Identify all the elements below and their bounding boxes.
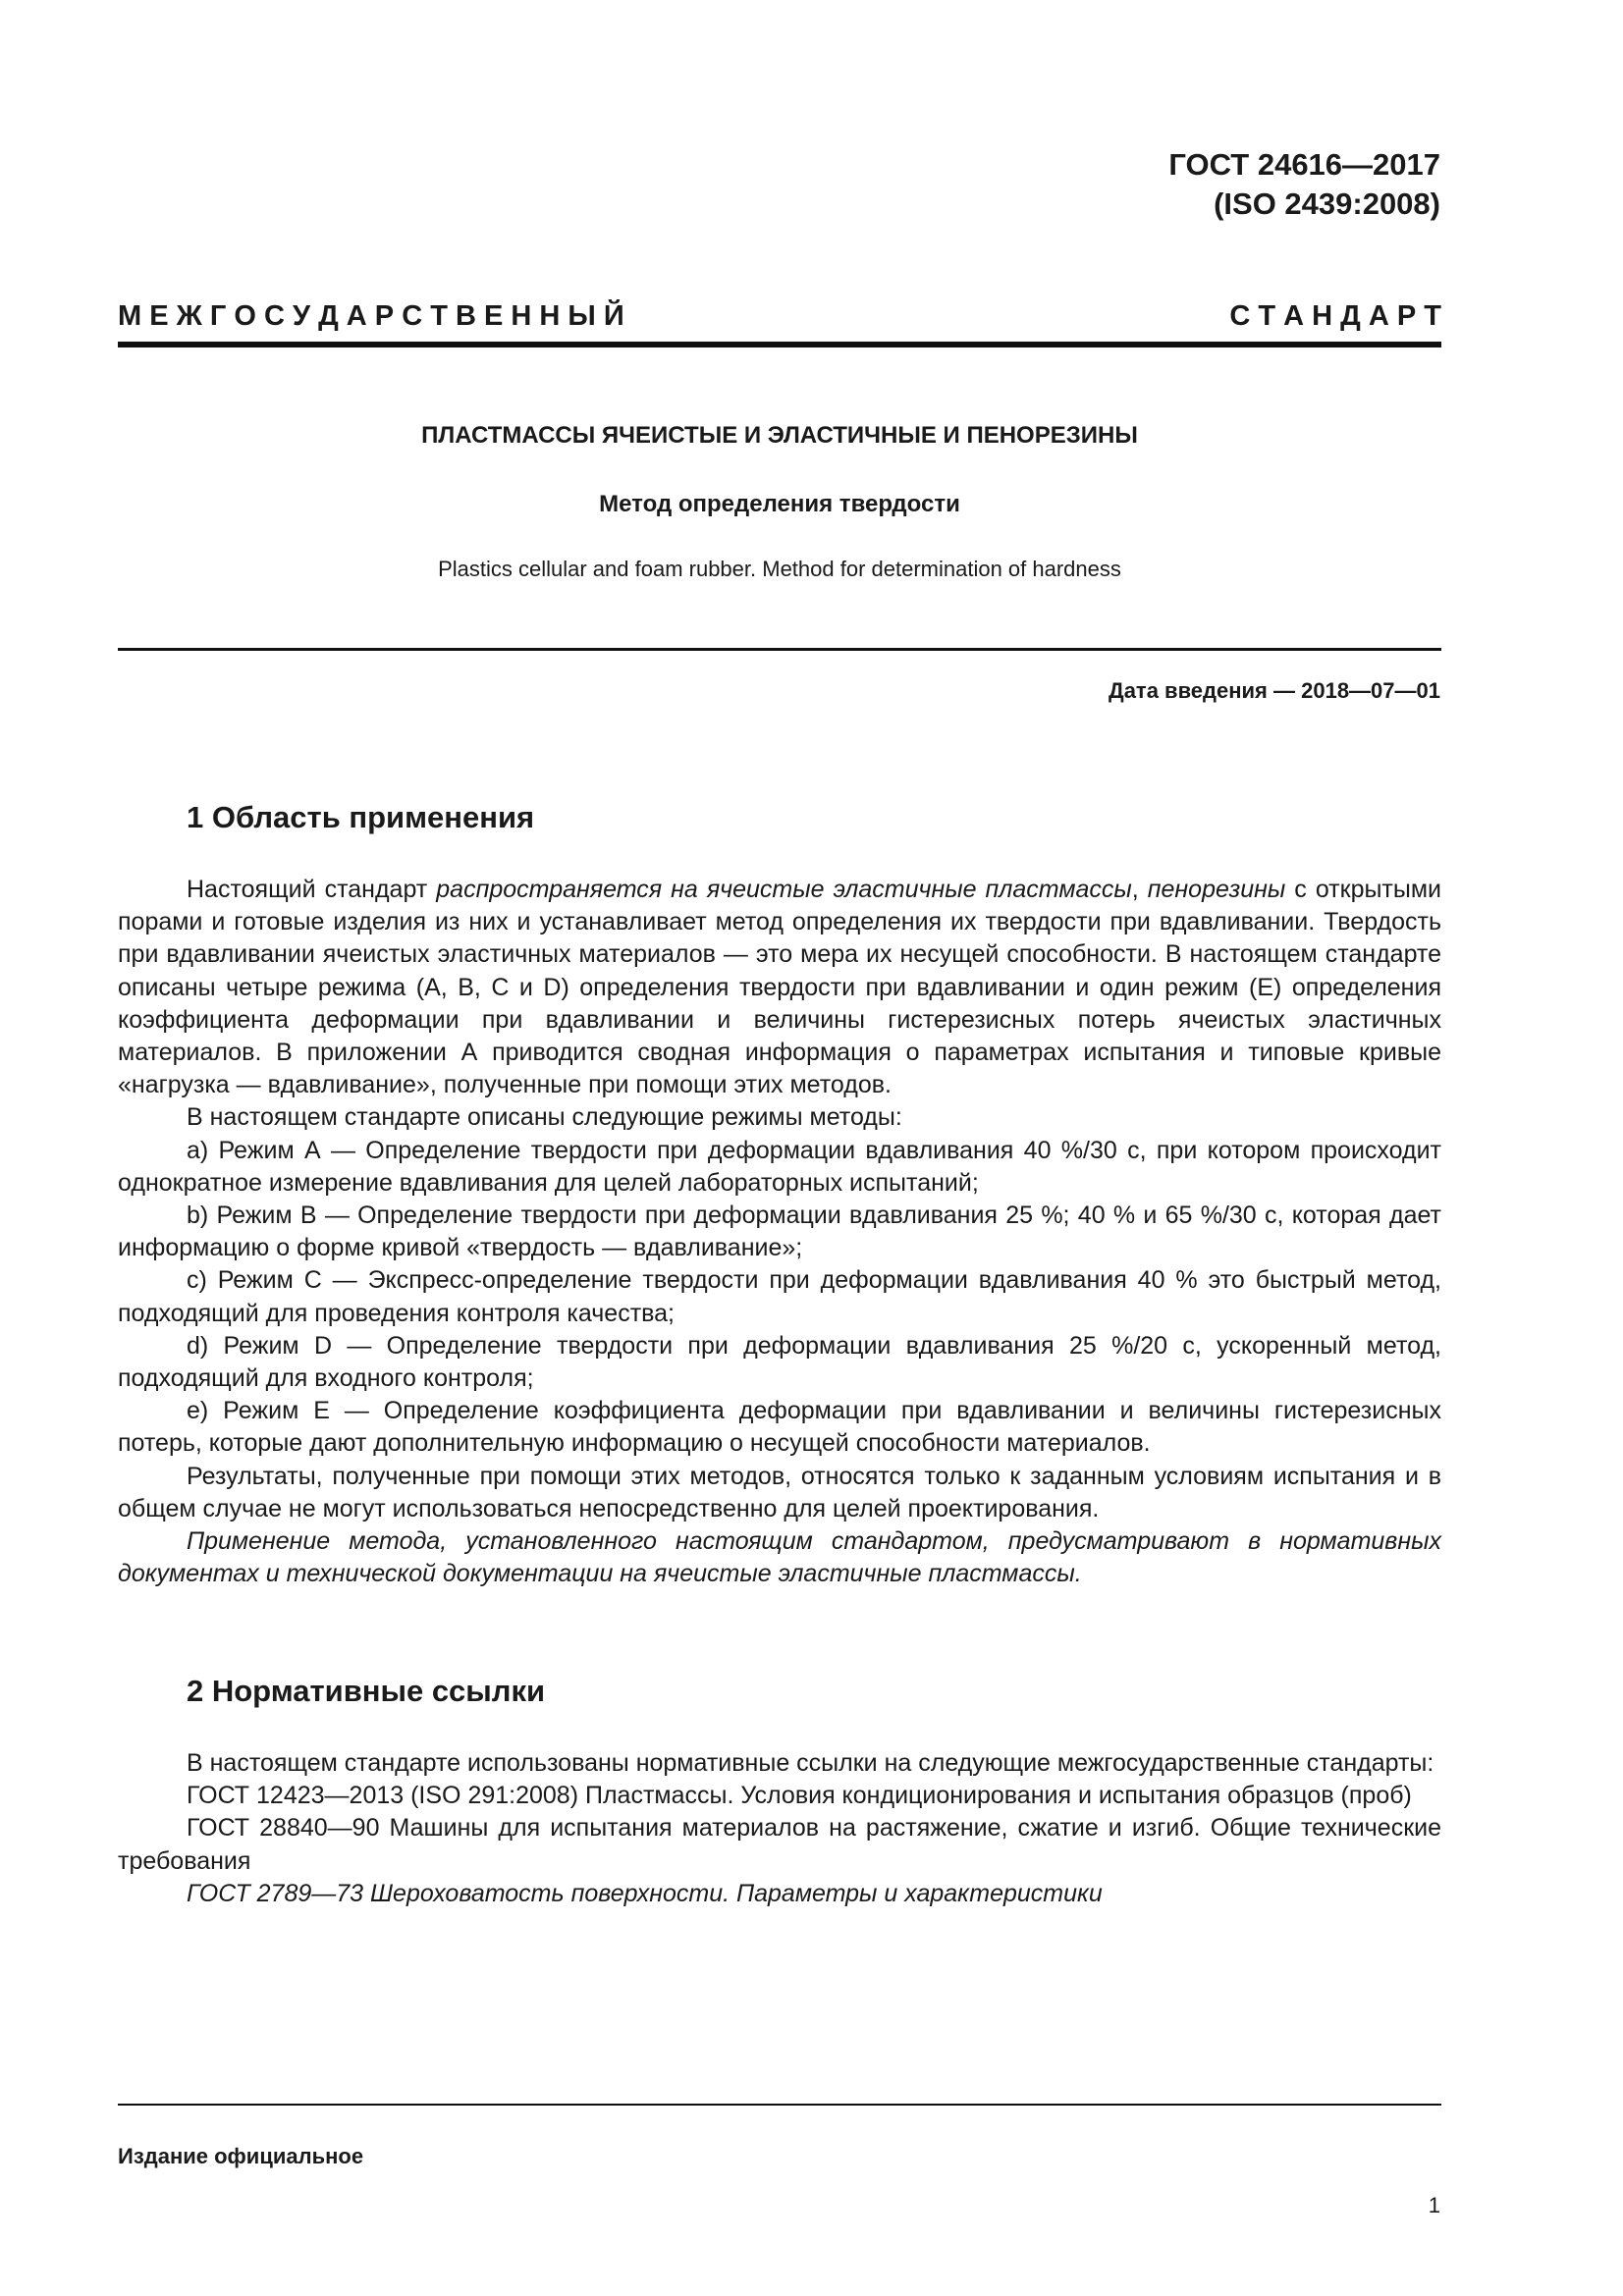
english-title: Plastics cellular and foam rubber. Method for determination of hardness bbox=[438, 557, 1121, 581]
section-2-heading: 2 Нормативные ссылки bbox=[187, 1674, 546, 1708]
document-title: ПЛАСТМАССЫ ЯЧЕИСТЫЕ И ЭЛАСТИЧНЫЕ И ПЕНОРЕЗИНЫ bbox=[421, 422, 1138, 449]
section-1-heading: 1 Область применения bbox=[187, 800, 535, 834]
standard-code: ГОСТ 24616—2017 bbox=[1168, 147, 1440, 182]
reference-item: ГОСТ 28840—90 Машины для испытания материалов на растяжение, сжатие и изгиб. Общие технические требования bbox=[118, 1814, 1441, 1875]
references-intro: В настоящем стандарте использованы нормативные ссылки на следующие межгосударственные стандарты: bbox=[187, 1749, 1434, 1777]
scope-paragraph: Настоящий стандарт распространяется на ячеистые эластичные пластмассы, пенорезины с открытыми порами и готовые изделия из них и устанавливает метод определения их твердости при вдавливании. Твердость при вдавливании ячеистых эластичных материалов — это мера их несущей способности. В настоящем стандарте описаны четыре режима (A, B, C и D) определения твердости при вдавливании и один режим (Е) определения коэффициента деформации при вдавливании и величины гистерезисных потерь ячеистых эластичных материалов. В приложении А приводится сводная информация о параметрах испытания и типовые кривые «нагрузка — вдавливание», полученные при помощи этих методов. bbox=[118, 876, 1442, 1099]
banner-word-1: М Е Ж Г О С У Д А Р С Т В Е Н Н Ы Й bbox=[118, 300, 624, 332]
page-number: 1 bbox=[1428, 2193, 1440, 2217]
footer-rule bbox=[118, 2104, 1441, 2106]
header-rule bbox=[118, 342, 1441, 347]
standard-code-block bbox=[1168, 145, 1440, 224]
iso-code: (ISO 2439:2008) bbox=[1214, 187, 1440, 221]
banner-word-2: С Т А Н Д А Р Т bbox=[1229, 300, 1441, 332]
results-paragraph: Результаты, полученные при помощи этих методов, относятся только к заданным условиям испытания и в общем случае не могут использоваться непосредственно для целей проектирования. bbox=[118, 1462, 1441, 1522]
mode-item: а) Режим А — Определение твердости при деформации вдавливания 40 %/30 с, при котором происходит однократное измерение вдавливания для целей лабораторных испытаний; bbox=[118, 1136, 1441, 1197]
reference-item: ГОСТ 12423—2013 (ISO 291:2008) Пластмассы. Условия кондиционирования и испытания образцов (проб) bbox=[187, 1782, 1412, 1810]
intro-date: Дата введения — 2018—07—01 bbox=[1109, 678, 1440, 703]
application-paragraph: Применение метода, установленного настоящим стандартом, предусматривают в нормативных документах и технической документации на ячеистые эластичные пластмассы. bbox=[118, 1527, 1441, 1588]
mode-item: d) Режим D — Определение твердости при деформации вдавливания 25 %/20 с, ускоренный метод, подходящий для входного контроля; bbox=[118, 1331, 1441, 1393]
mode-item: е) Режим Е — Определение коэффициента деформации при вдавливании и величины гистерезисных потерь, которые дают дополнительную информацию о несущей способности материалов. bbox=[118, 1397, 1441, 1458]
section-2-body bbox=[118, 1747, 1441, 1910]
official-edition-note: Издание официальное bbox=[118, 2144, 364, 2168]
title-rule bbox=[118, 648, 1441, 651]
mode-item: c) Режим С — Экспресс-определение твердости при деформации вдавливания 40 % это быстрый метод, подходящий для проведения контроля качества; bbox=[118, 1266, 1441, 1327]
document-subtitle: Метод определения твердости bbox=[599, 491, 960, 517]
reference-item: ГОСТ 2789—73 Шероховатость поверхности. Параметры и характеристики bbox=[187, 1879, 1103, 1907]
section-1-body bbox=[118, 874, 1441, 1590]
modes-intro: В настоящем стандарте описаны следующие режимы методы: bbox=[187, 1103, 902, 1132]
mode-item: b) Режим В — Определение твердости при деформации вдавливания 25 %; 40 % и 65 %/30 с, которая дает информацию о форме кривой «твердость — вдавливание»; bbox=[118, 1201, 1441, 1262]
interstate-standard-banner bbox=[118, 300, 1441, 333]
